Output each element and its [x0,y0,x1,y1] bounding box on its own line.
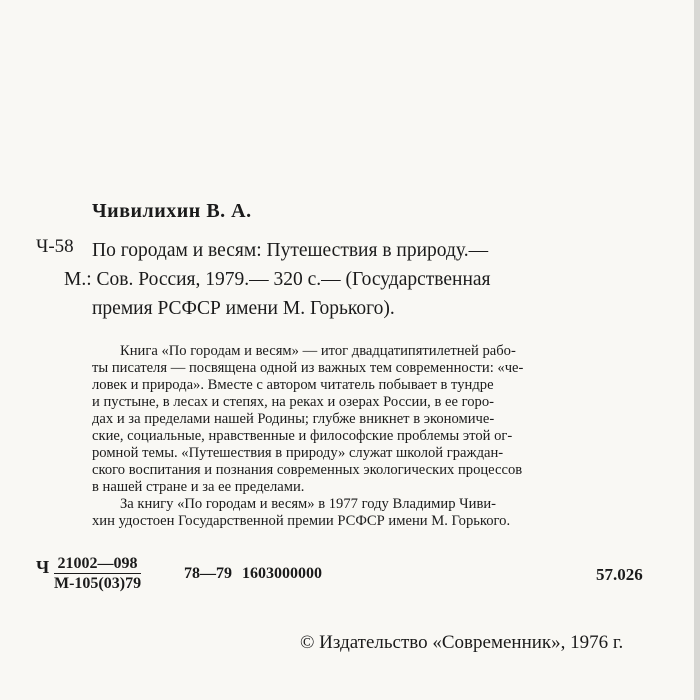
catalog-code-denominator: М-105(03)79 [54,575,142,592]
annotation-line: дах и за пределами нашей Родины; глубже вникнет в экономиче- [92,411,495,427]
catalog-code-letter: Ч [36,557,50,577]
catalog-code-fraction [54,555,141,594]
annotation-line: ловек и природа». Вместе с автором читатель побывает в тундре [92,377,494,393]
annotation-line: и пустыне, в лесах и степях, на реках и озерах России, в ее горо- [92,394,494,410]
bib-line: По городам и весям: Путешествия в природу.— [92,240,489,261]
library-index: Ч-58 [36,236,74,257]
catalog-code-rest: 78—79 1603000000 [184,565,322,582]
author-name: Чивилихин В. А. [92,200,252,222]
annotation-line: ского воспитания и познания современных экологических процессов [92,462,523,478]
annotation-line: За книгу «По городам и весям» в 1977 году Владимир Чиви- [120,496,497,512]
annotation [92,343,672,530]
annotation-line: ты писателя — посвящена одной из важных тем современности: «че- [92,360,524,376]
bibliographic-description [64,236,491,323]
bib-line: премия РСФСР имени М. Горького). [92,298,395,319]
copyright-notice: © Издательство «Современник», 1976 г. [300,632,624,653]
catalog-code-numerator: 21002—098 [54,555,141,574]
annotation-line: хин удостоен Государственной премии РСФСР имени М. Горького. [92,513,511,529]
classification-code: 57.026 [596,565,643,584]
annotation-line: Книга «По городам и весям» — итог двадцатипятилетней рабо- [120,343,516,359]
bib-line: М.: Сов. Россия, 1979.— 320 с.— (Государственная [64,269,491,290]
annotation-line: в нашей стране и за ее пределами. [92,479,305,495]
annotation-line: ромной темы. «Путешествия в природу» служат школой граждан- [92,445,504,461]
annotation-line: ские, социальные, нравственные и философские проблемы этой ог- [92,428,513,444]
